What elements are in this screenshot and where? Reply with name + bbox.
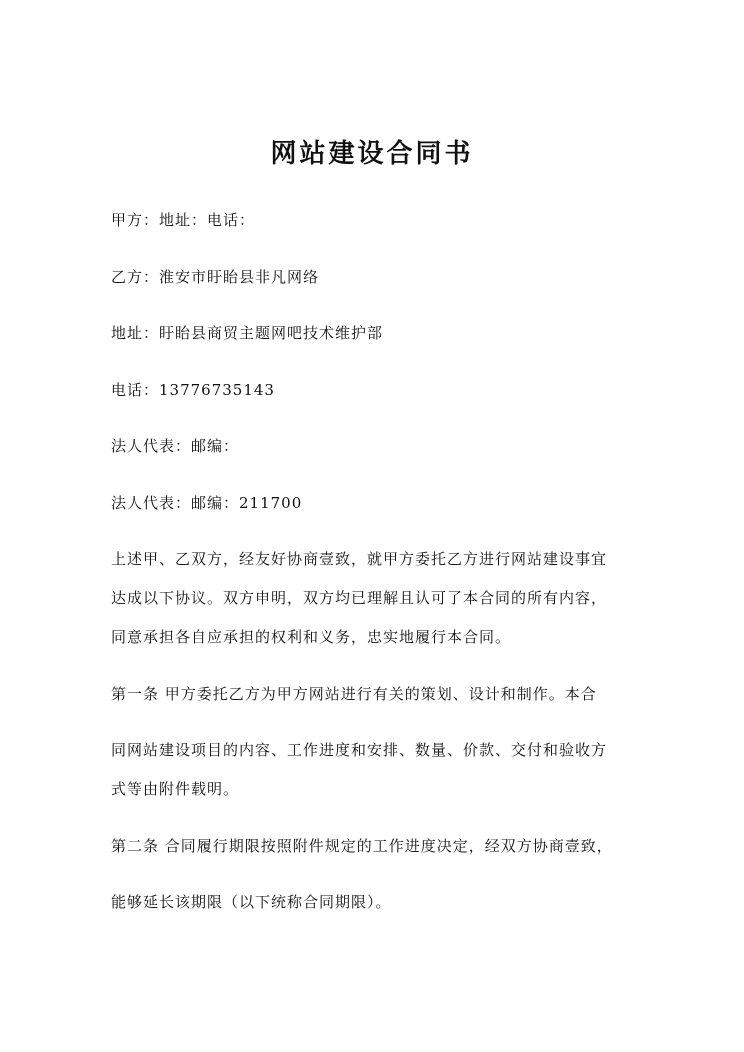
legal-rep-line-b: 法人代表：邮编：211700 <box>111 494 303 512</box>
address-line: 地址：盱眙县商贸主题网吧技术维护部 <box>111 324 384 342</box>
article-2-line-2: 能够延长该期限（以下统称合同期限）。 <box>111 893 392 911</box>
document-title: 网站建设合同书 <box>270 139 474 169</box>
preamble-line-3: 同意承担各自应承担的权利和义务，忠实地履行本合同。 <box>111 628 512 646</box>
party-b-line: 乙方：淮安市盱眙县非凡网络 <box>111 268 320 286</box>
phone-line: 电话：13776735143 <box>111 381 275 399</box>
party-a-line: 甲方：地址：电话： <box>111 211 256 229</box>
article-1-line-3: 式等由附件载明。 <box>111 780 240 798</box>
article-2-line-1: 第二条 合同履行期限按照附件规定的工作进度决定，经双方协商壹致， <box>111 837 613 855</box>
legal-rep-line-a: 法人代表：邮编： <box>111 437 240 455</box>
preamble-line-1: 上述甲、乙双方，经友好协商壹致，就甲方委托乙方进行网站建设事宜 <box>111 550 608 568</box>
article-1-line-1: 第一条 甲方委托乙方为甲方网站进行有关的策划、设计和制作。本合 <box>111 685 597 703</box>
preamble-line-2: 达成以下协议。双方申明，双方均已理解且认可了本合同的所有内容， <box>111 589 608 607</box>
article-1-line-2: 同网站建设项目的内容、工作进度和安排、数量、价款、交付和验收方 <box>111 741 608 759</box>
